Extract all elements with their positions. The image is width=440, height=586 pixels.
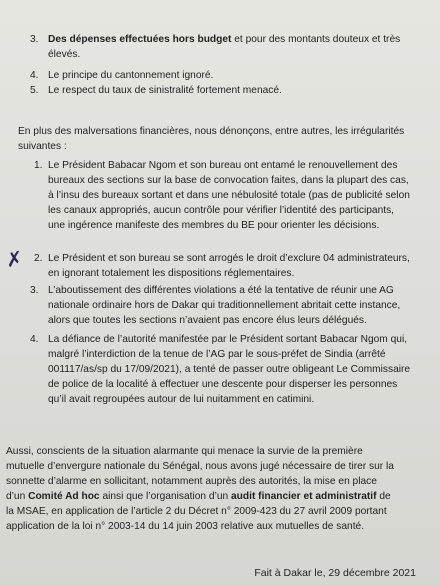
item-number: 5. [30, 85, 39, 96]
item-bold-text: Des dépenses effectuées hors budget [48, 34, 232, 45]
item-text: Le principe du cantonnement ignoré. [48, 70, 214, 81]
closing-text-3: de la MSAE, en application de l’article 2 du Décret n° 2009-423 du 27 avril 2009 portant application de la loi n° 2003-14 du 14 juin 2003 relative aux mutuelles de santé. [6, 491, 391, 532]
item-text: L’aboutissement des différentes violations a été la tentative de réunir une AG nationale ordinaire hors de Dakar qui traditionnellement abritait cette instance, alors que toutes les sections n’avaient pas encore élus leurs délégués. [48, 285, 401, 326]
item-text: La défiance de l’autorité manifestée par le Président sortant Babacar Ngom qui, malgré l’interdiction de la tenue de l’AG par le sous-préfet de Sindia (arrêté 001117/as/sp du 17/09/2021), a tenté de passer outre obligeant Le Commissaire de police de la localité à effectuer une descente pour disperser les personnes qu’il avait regroupées autour de lui nuitamment en catimini. [48, 334, 411, 405]
item-text: Le respect du taux de sinistralité fortement menacé. [48, 85, 282, 96]
closing-text-2: ainsi que l’organisation d’un [99, 491, 232, 502]
item-text: Le Président et son bureau se sont arrogés le droit d’exclure 04 administrateurs, en ignorant totalement les dispositions réglementaires. [48, 253, 410, 279]
closing-text-1: Aussi, conscients de la situation alarmante qui menace la survie de la première mutuelle d’envergure nationale du Sénégal, nous avons jugé nécessaire de tirer sur la sonnette d’alarme en sollicitant, notamment auprès des autorités, la mise en place d’un [6, 446, 394, 502]
intro-paragraph: En plus des malversations financières, nous dénonçons, entre autres, les irrégularités suivantes : [18, 126, 405, 152]
item-number: 4. [30, 334, 39, 345]
item-number: 1. [34, 160, 43, 171]
closing-bold-comite: Comité Ad hoc [28, 491, 100, 502]
item-number: 3. [30, 285, 39, 296]
handwritten-x-mark-icon: ✗ [4, 245, 25, 273]
closing-paragraph [6, 444, 438, 534]
signature-date: Fait à Dakar le, 29 décembre 2021 [254, 567, 416, 579]
item-text: Le Président Babacar Ngom et son bureau ont entamé le renouvellement des bureaux des sections sur la base de convocation faites, dans la plupart des cas, à l’insu des bureaux sortant et dans une nébulosité totale (pas de publicité selon les canaux appropriés, aucun contrôle pour vérifier l’identité des participants, une ingérence manifeste des membres du BE pour orienter les décisions. [48, 160, 410, 231]
item-text [48, 32, 428, 62]
closing-bold-audit: audit financier et administratif [231, 491, 377, 502]
item-number: 4. [30, 70, 39, 81]
item-number: 3. [30, 34, 39, 45]
item-number: 2. [34, 253, 43, 264]
item-rest-text: et pour des montants douteux et très élevés. [48, 34, 401, 60]
